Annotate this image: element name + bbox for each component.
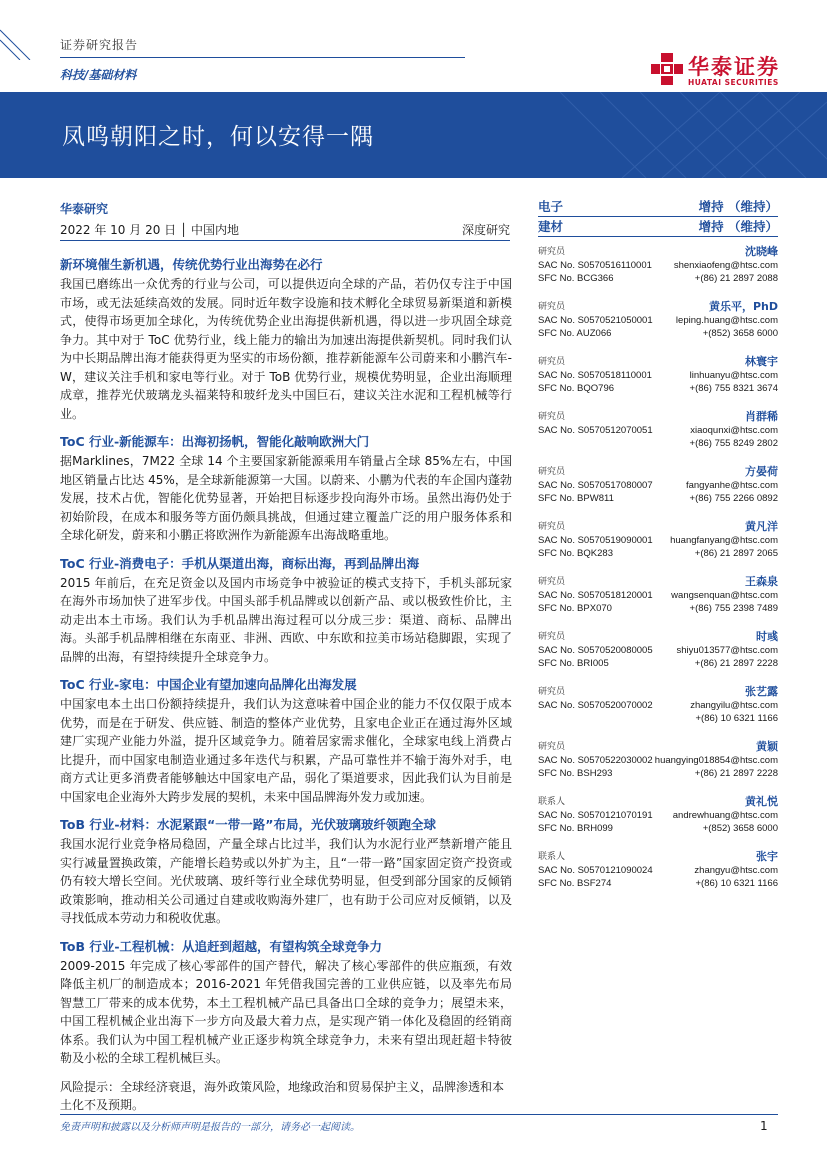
analyst-card — [538, 461, 778, 512]
analyst-sac: SAC No. S0570519090001 — [538, 535, 653, 546]
analyst-email[interactable]: xiaoqunxi@htsc.com — [690, 425, 778, 436]
section — [60, 555, 512, 667]
analyst-name: 黄颖 — [756, 740, 778, 753]
analyst-sfc: SFC No. BPW811 — [538, 493, 614, 504]
analyst-sfc-row — [538, 877, 778, 890]
analyst-email[interactable]: zhangyilu@htsc.com — [690, 700, 778, 711]
analyst-sfc: SFC No. BQO796 — [538, 383, 615, 394]
risk-warning: 风险提示：全球经济衰退，海外政策风险，地缘政治和贸易保护主义，品牌渗透和本土化不及预期。 — [60, 1079, 505, 1112]
section-body: 据Marklines，7M22 全球 14 个主要国家新能源乘用车销量占全球 85%左右，中国地区销量占比达 45%，是全球新能源第一大国。以蔚来、小鹏为代表的车企国内蓬勃发展，技术占优，智能化优势显著，开始把目标逐步投向海外市场。虽然出海仍处于初始阶段，在成本和服务等方面仍颇具挑战，但通过建立覆盖广泛的用户服务体系和全球化研发，蔚来和小鹏正将欧洲作为新能源车出海战略重地。 — [60, 454, 512, 542]
research-label: 华泰研究 — [60, 202, 109, 216]
analyst-sac-row — [538, 369, 778, 382]
analyst-card — [538, 571, 778, 622]
huatai-logo-icon — [650, 52, 684, 86]
analyst-sfc-row — [538, 767, 778, 780]
analyst-phone: +(86) 21 2897 2228 — [694, 768, 778, 779]
analyst-sac-row — [538, 589, 778, 602]
analyst-role: 研究员 — [538, 577, 566, 587]
analyst-phone: +(86) 10 6321 1166 — [695, 878, 778, 889]
section — [60, 816, 512, 928]
analyst-sfc-row — [538, 382, 778, 395]
analyst-sac-row — [538, 534, 778, 547]
analyst-card — [538, 626, 778, 677]
analyst-card — [538, 351, 778, 402]
header-divider — [60, 57, 465, 58]
section-body: 我国已磨练出一众优秀的行业与公司，可以提供迈向全球的产品，若仍仅专注于中国市场，或无法延续高效的发展。同时近年数字设施和技术孵化全球贸易新渠道和新模式，使得市场更加全球化，为传统优势企业出海提供新机遇，得以进一步巩固全球竞争力。其中对于 ToC 优势行业，线上能力的输出为加速出海提供新契机。同时我们认为中长期品牌出海才能获得更为坚实的市场份额，推荐新能源车公司蔚来和小鹏汽车-W，建议关注手机和家电等行业。对于 ToB 优势行业，规模优势明显，企业出海顺理成章，推荐光伏玻璃龙头福莱特和玻纤龙头中国巨石，建议关注水泥和工程机械等行业。 — [60, 277, 512, 421]
analyst-sfc-row — [538, 657, 778, 670]
analyst-email[interactable]: shiyu013577@htsc.com — [676, 645, 778, 656]
section-heading: 新环境催生新机遇，传统优势行业出海势在必行 — [60, 257, 323, 272]
section-heading: ToC 行业-新能源车：出海初扬帆，智能化敲响欧洲大门 — [60, 434, 370, 449]
report-date: 2022 年 10 月 20 日 │ 中国内地 — [60, 223, 240, 237]
analyst-phone: +(86) 755 2266 0892 — [689, 493, 778, 504]
analyst-header — [538, 520, 778, 534]
analyst-header — [538, 740, 778, 754]
analyst-name: 张艺露 — [745, 685, 778, 698]
report-kind: 深度研究 — [461, 223, 510, 237]
analyst-name: 黄乐平，PhD — [708, 300, 778, 313]
analyst-email[interactable]: zhangyu@htsc.com — [694, 865, 778, 876]
analyst-email[interactable]: andrewhuang@htsc.com — [672, 810, 778, 821]
analyst-role: 研究员 — [538, 742, 566, 752]
analyst-email[interactable]: linhuanyu@htsc.com — [689, 370, 778, 381]
analyst-phone: +(852) 3658 6000 — [702, 328, 778, 339]
analyst-sac-row — [538, 754, 778, 767]
disclaimer: 免责声明和披露以及分析师声明是报告的一部分，请务必一起阅读。 — [60, 1122, 360, 1133]
analyst-role: 联系人 — [538, 797, 566, 807]
footer-divider — [60, 1114, 778, 1115]
analyst-name: 沈晓峰 — [745, 245, 778, 258]
analyst-role: 联系人 — [538, 852, 566, 862]
analyst-sac: SAC No. S0570121070191 — [538, 810, 653, 821]
section-heading: ToB 行业-材料：水泥紧跟“一带一路”布局，光伏玻璃玻纤领跑全球 — [60, 817, 436, 832]
analyst-phone: +(852) 3658 6000 — [702, 823, 778, 834]
analyst-card — [538, 846, 778, 897]
date-divider — [60, 240, 510, 241]
analyst-role: 研究员 — [538, 632, 566, 642]
rating-value: 增持 （维持） — [698, 219, 778, 234]
section-body: 2015 年前后，在充足资金以及国内市场竞争中被验证的模式支持下，手机头部玩家在海外市场加快了进军步伐。中国头部手机品牌或以创新产品、或以极致性价比，主动走出本土市场。我们认为手机品牌出海过程可以分成三步：渠道、商标、品牌出海。头部手机品牌相继在东南亚、非洲、西欧、中东欧和拉美市场站稳脚跟，实现了品牌的出海，有望持续提升全球竞争力。 — [60, 575, 512, 664]
section-heading: ToC 行业-家电：中国企业有望加速向品牌化出海发展 — [60, 677, 357, 692]
analyst-role: 研究员 — [538, 522, 566, 532]
analyst-name: 张宇 — [756, 850, 778, 863]
report-type: 证券研究报告 — [60, 38, 139, 52]
analyst-sfc: SFC No. BRH099 — [538, 823, 613, 834]
main-content — [60, 256, 512, 1115]
sidebar — [538, 197, 778, 897]
analyst-sfc: SFC No. BRI005 — [538, 658, 609, 669]
analyst-header — [538, 795, 778, 809]
analyst-sfc-row — [538, 327, 778, 340]
analyst-sac-row — [538, 314, 778, 327]
rating-sector: 电子 — [538, 199, 564, 214]
analyst-header — [538, 410, 778, 424]
analyst-name: 黄礼悦 — [745, 795, 778, 808]
analyst-role: 研究员 — [538, 302, 566, 312]
analyst-phone: +(86) 21 2897 2088 — [694, 273, 778, 284]
analyst-sfc-row — [538, 822, 778, 835]
analyst-phone: +(86) 21 2897 2065 — [694, 548, 778, 559]
analyst-sac: SAC No. S0570520080005 — [538, 645, 653, 656]
analyst-sac: SAC No. S0570512070051 — [538, 425, 653, 436]
section-heading: ToC 行业-消费电子：手机从渠道出海，商标出海，再到品牌出海 — [60, 555, 420, 571]
analyst-email[interactable]: fangyanhe@htsc.com — [685, 480, 778, 491]
report-category: 科技/基础材料 — [60, 68, 137, 82]
analyst-sac: SAC No. S0570521050001 — [538, 315, 653, 326]
analyst-role: 研究员 — [538, 412, 566, 422]
section-heading: ToB 行业-工程机械：从追赶到超越，有望构筑全球竞争力 — [60, 938, 383, 954]
analyst-role: 研究员 — [538, 247, 566, 257]
analyst-phone: +(86) 21 2897 2228 — [694, 658, 778, 669]
analyst-card — [538, 791, 778, 842]
analyst-email[interactable]: wangsenquan@htsc.com — [671, 590, 778, 601]
analyst-header — [538, 850, 778, 864]
analyst-sfc: SFC No. BQK283 — [538, 548, 613, 559]
analyst-sac-row — [538, 259, 778, 272]
analyst-name: 肖群稀 — [745, 410, 778, 423]
section-body: 中国家电本土出口份额持续提升，我们认为这意味着中国企业的能力不仅仅限于成本优势，而是在于研发、供应链、制造的整体产业优势，且家电企业正在通过海外区域建厂实现产业能力外溢，提升区域竞争力。随着居家需求催化，全球家电线上消费占比提升，而中国家电制造业通过多年迭代与积累，产品可靠性并不输于海外对手，电商方式让更多消费者能够触达中国家电产品，弱化了渠道要求，因此我们认为目前是中国家电企业海外大跨步发展的契机，未来中国品牌海外发力或加速。 — [60, 697, 512, 804]
analyst-sac: SAC No. S0570517080007 — [538, 480, 653, 491]
analyst-sac: SAC No. S0570516110001 — [538, 260, 652, 271]
analyst-role: 研究员 — [538, 687, 566, 697]
section — [60, 256, 512, 423]
analyst-list — [538, 241, 778, 897]
analyst-name: 时彧 — [756, 630, 778, 643]
analyst-name: 黄凡洋 — [745, 520, 778, 533]
analyst-role: 研究员 — [538, 467, 566, 477]
analyst-sfc: SFC No. BSF274 — [538, 878, 612, 889]
analyst-header — [538, 355, 778, 369]
analyst-sac-row — [538, 644, 778, 657]
analyst-sfc-row — [538, 602, 778, 615]
analyst-email[interactable]: leping.huang@htsc.com — [675, 315, 778, 326]
section — [60, 433, 512, 545]
analyst-sac: SAC No. S0570520070002 — [538, 700, 653, 711]
analyst-sfc-row — [538, 437, 778, 450]
section — [60, 938, 512, 1068]
analyst-header — [538, 245, 778, 259]
analyst-phone: +(86) 10 6321 1166 — [695, 713, 778, 724]
analyst-sfc: SFC No. BPX070 — [538, 603, 612, 614]
analyst-header — [538, 685, 778, 699]
analyst-header — [538, 465, 778, 479]
analyst-name: 林寰宇 — [745, 355, 778, 368]
analyst-sfc-row — [538, 712, 778, 725]
analyst-header — [538, 300, 778, 314]
report-title: 凤鸣朝阳之时，何以安得一隅 — [62, 124, 374, 150]
analyst-card — [538, 296, 778, 347]
logo-text-en: HUATAI SECURITIES — [688, 78, 779, 87]
corner-decoration — [0, 0, 60, 60]
analyst-phone: +(86) 755 8321 3674 — [689, 383, 778, 394]
page-number: 1 — [760, 1119, 768, 1133]
analyst-card — [538, 681, 778, 732]
analyst-sac-row — [538, 424, 778, 437]
analyst-sac-row — [538, 699, 778, 712]
analyst-sfc-row — [538, 272, 778, 285]
analyst-sac: SAC No. S0570518120001 — [538, 590, 653, 601]
analyst-sac: SAC No. S0570121090024 — [538, 865, 653, 876]
analyst-name: 方晏荷 — [745, 465, 778, 478]
date-line — [60, 221, 510, 238]
analyst-header — [538, 630, 778, 644]
rating-divider — [538, 236, 778, 237]
analyst-card — [538, 736, 778, 787]
analyst-phone: +(86) 755 2398 7489 — [689, 603, 778, 614]
analyst-card — [538, 406, 778, 457]
analyst-sfc-row — [538, 492, 778, 505]
section — [60, 676, 512, 806]
analyst-email[interactable]: huangying018854@htsc.com — [654, 755, 778, 766]
analyst-role: 研究员 — [538, 357, 566, 367]
analyst-sfc: SFC No. BSH293 — [538, 768, 613, 779]
analyst-sac-row — [538, 809, 778, 822]
analyst-sac: SAC No. S0570522030002 — [538, 755, 653, 766]
analyst-phone: +(86) 755 8249 2802 — [689, 438, 778, 449]
analyst-sac: SAC No. S0570518110001 — [538, 370, 652, 381]
analyst-header — [538, 575, 778, 589]
analyst-sfc: SFC No. BCG366 — [538, 273, 614, 284]
section-body: 2009-2015 年完成了核心零部件的国产替代，解决了核心零部件的供应瓶颈，有效降低主机厂的制造成本；2016-2021 年凭借我国完善的工业供应链，以及率先布局智慧工厂带来的成本优势，本土工程机械产品已具备出口全球的竞争力；展望未来，中国工程机械企业出海下一步方向及最大着力点，是实现产销一体化及稳固的经销商体系。我们认为中国工程机械产业正逐步构筑全球竞争力，未来有望出现赶超卡特彼勒及小松的全球工程机械巨头。 — [60, 958, 512, 1065]
analyst-sac-row — [538, 864, 778, 877]
analyst-card — [538, 241, 778, 292]
analyst-sfc-row — [538, 547, 778, 560]
rating-sector: 建材 — [538, 219, 564, 234]
analyst-sac-row — [538, 479, 778, 492]
rating-row — [538, 217, 778, 236]
section-body: 我国水泥行业竞争格局稳固，产量全球占比过半，我们认为水泥行业严禁新增产能且实行减量置换政策，产能增长趋势或以外扩为主，且“一带一路”国家固定资产投资或仍有较大增长空间。光伏玻璃、玻纤等行业全球优势明显，但受到部分国家的反倾销政策影响，推动相关公司通过自建或收购海外建厂，也有助于公司应对反倾销，以及寻找低成本劳动力和税收优惠。 — [60, 837, 512, 925]
logo-text-cn: 华泰证券 — [688, 55, 780, 79]
analyst-sfc: SFC No. AUZ066 — [538, 328, 612, 339]
analyst-name: 王森泉 — [745, 575, 778, 588]
analyst-card — [538, 516, 778, 567]
analyst-email[interactable]: shenxiaofeng@htsc.com — [673, 260, 778, 271]
analyst-email[interactable]: huangfanyang@htsc.com — [670, 535, 778, 546]
rating-row — [538, 197, 778, 216]
rating-value: 增持 （维持） — [698, 199, 778, 214]
